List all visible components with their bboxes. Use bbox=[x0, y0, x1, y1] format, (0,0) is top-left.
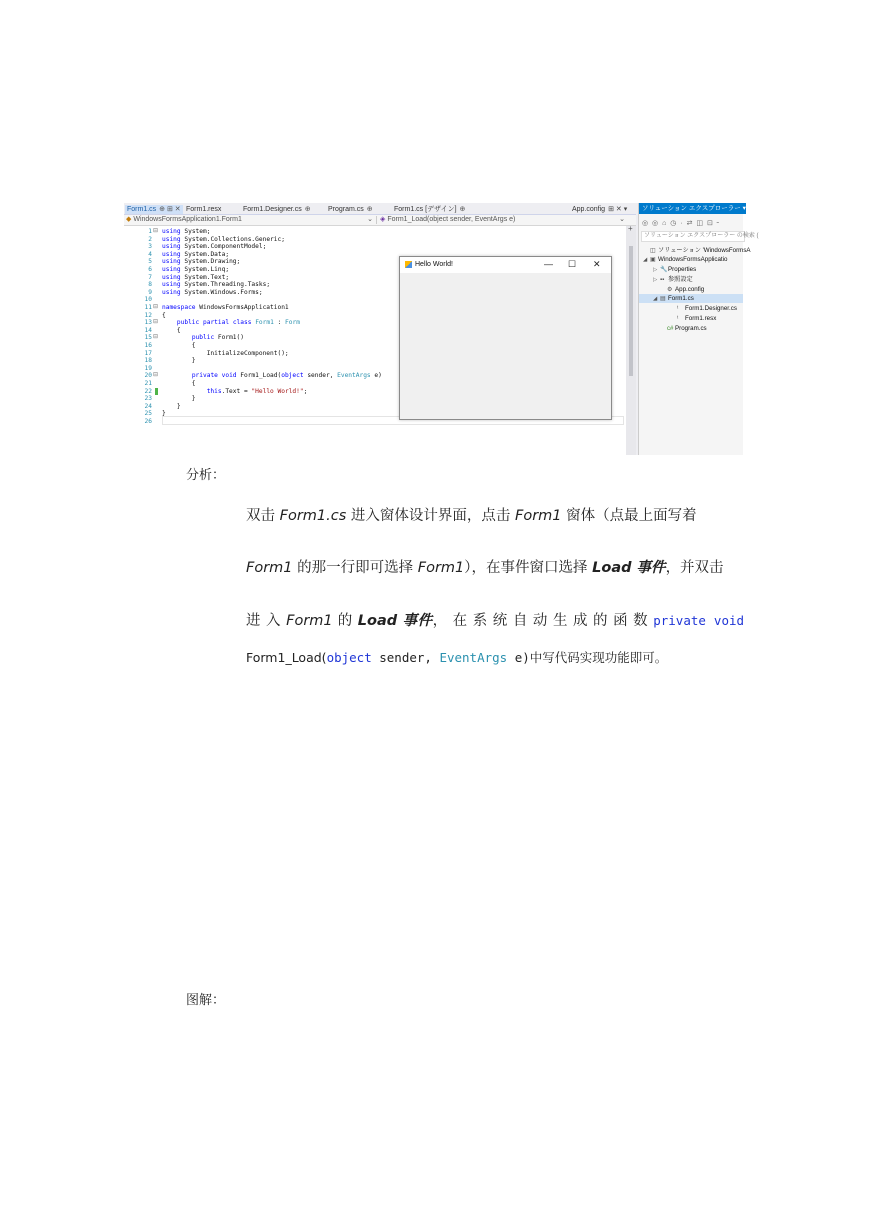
dropdown-icon[interactable]: ▾ bbox=[742, 205, 746, 212]
chevron-down-icon: ⌄ bbox=[619, 216, 625, 223]
line-number: 8 bbox=[148, 281, 152, 289]
line-number: 18 bbox=[144, 357, 152, 365]
project-icon: ▣ bbox=[650, 257, 656, 263]
collapse-icon[interactable]: ⊟ bbox=[153, 334, 159, 341]
line-number: 21 bbox=[144, 380, 152, 387]
tree-item-form1-designer[interactable]: ᵗ Form1.Designer.cs bbox=[677, 305, 737, 312]
collapse-icon[interactable]: ⊟ bbox=[153, 319, 159, 326]
paragraph-line-1: 双击 Form1.cs 进入窗体设计界面，点击 Form1 窗体（点最上面写着 bbox=[246, 508, 697, 524]
change-marker bbox=[155, 388, 158, 395]
maximize-icon[interactable]: ☐ bbox=[568, 259, 577, 269]
tab-form1-designer-cs[interactable]: Form1.Designer.cs ⊕ bbox=[243, 206, 311, 213]
form-title: Hello World! bbox=[415, 261, 453, 268]
solution-explorer-toolbar[interactable]: ◎ ◎ ⌂ ◷ · ⇄ ◫ ⊡ ╴ bbox=[642, 220, 722, 227]
line-number: 5 bbox=[148, 258, 152, 266]
minimize-icon[interactable]: — bbox=[544, 259, 553, 269]
wrench-icon: 🔧 bbox=[660, 267, 668, 273]
code-navigation-bar bbox=[124, 215, 636, 226]
solution-icon: ◫ bbox=[650, 248, 656, 254]
tree-item-project[interactable]: ◢ ▣ WindowsFormsApplicatio bbox=[643, 256, 728, 263]
tree-item-references[interactable]: ▷ ▪▪ 参照設定 bbox=[653, 276, 693, 283]
paragraph-line-3: 进 入 Form1 的 Load 事件， 在 系 统 自 动 生 成 的 函 数 private void bbox=[246, 613, 745, 629]
member-dropdown[interactable]: ◈ Form1_Load(object sender, EventArgs e) ⌄ bbox=[380, 216, 625, 223]
class-dropdown[interactable]: ◆ WindowsFormsApplication1.Form1 ⌄ bbox=[126, 216, 377, 224]
line-number: 6 bbox=[148, 266, 152, 273]
line-number: 15 bbox=[144, 334, 152, 342]
line-number: 17 bbox=[144, 349, 152, 357]
tab-app-config[interactable]: App.config ⊞ ✕ ▾ bbox=[572, 206, 628, 213]
collapse-icon[interactable]: ⊟ bbox=[153, 372, 159, 379]
line-number: 4 bbox=[148, 250, 152, 258]
editor-vertical-scrollbar[interactable] bbox=[626, 226, 636, 455]
ide-screenshot bbox=[124, 203, 759, 455]
close-icon[interactable]: ✕ bbox=[593, 259, 601, 269]
hello-world-form-window[interactable] bbox=[399, 256, 612, 420]
analysis-label: 分析： bbox=[186, 468, 226, 483]
form-icon: ▤ bbox=[660, 296, 666, 302]
line-number: 25 bbox=[144, 410, 152, 418]
line-number: 19 bbox=[144, 364, 152, 372]
solution-explorer-title: ソリューション エクスプローラー ▾ bbox=[639, 203, 746, 214]
tree-item-form1-cs[interactable]: ◢ ▤ Form1.cs bbox=[639, 294, 743, 303]
line-number: 12 bbox=[144, 311, 152, 319]
line-number: 20 bbox=[144, 372, 152, 380]
csharp-file-icon: ᵗ bbox=[677, 306, 679, 312]
split-icon[interactable]: + bbox=[628, 224, 633, 233]
line-number: 14 bbox=[144, 326, 152, 334]
line-number: 16 bbox=[144, 342, 152, 349]
tree-item-app-config[interactable]: ⚙ App.config bbox=[667, 286, 705, 293]
line-number: 23 bbox=[144, 395, 152, 403]
code-text: using System; using System.Collections.Generic; using System.ComponentModel; using System.Data; using System.Drawing; using System.Linq; using System.Text; using System.Threading.Tasks; using System.Windows.Forms; namespace WindowsFormsApplication1 { public partial class Form1 : Form { public Form1() { InitializeComponent(); } private void Form1_Load(object sender, EventArgs e) { this.Text = "Hello World!"; } } } bbox=[162, 226, 626, 455]
line-number: 24 bbox=[144, 402, 152, 410]
csharp-file-icon: c# bbox=[667, 326, 674, 332]
line-number: 26 bbox=[144, 418, 152, 425]
line-number: 9 bbox=[148, 288, 152, 296]
form-app-icon bbox=[405, 261, 412, 268]
line-number-gutter bbox=[124, 226, 162, 455]
collapse-icon[interactable]: ⊟ bbox=[153, 304, 159, 310]
tab-form1-resx[interactable]: Form1.resx bbox=[186, 206, 222, 213]
paragraph-line-2: Form1 的那一行即可选择 Form1），在事件窗口选择 Load 事件，并双击 bbox=[246, 560, 724, 576]
method-icon: ◈ bbox=[380, 216, 386, 223]
scrollbar-thumb[interactable] bbox=[629, 246, 633, 376]
line-number: 22 bbox=[144, 387, 152, 395]
class-icon: ◆ bbox=[126, 216, 132, 223]
illustration-label: 图解： bbox=[186, 993, 226, 1008]
solution-explorer-search[interactable]: ソリューション エクスプローラー の検索 ( bbox=[641, 231, 745, 242]
tree-item-solution[interactable]: ◫ ソリューション 'WindowsFormsA bbox=[650, 247, 751, 254]
references-icon: ▪▪ bbox=[660, 277, 665, 283]
chevron-down-icon: ⌄ bbox=[367, 216, 373, 223]
solution-explorer-panel bbox=[638, 203, 759, 455]
tab-form1-cs[interactable]: Form1.cs ⊕ ⊞ ✕ bbox=[127, 206, 181, 213]
code-editor[interactable] bbox=[124, 226, 626, 455]
tab-form1-design[interactable]: Form1.cs [デザイン] ⊕ bbox=[394, 206, 466, 213]
line-number: 1 bbox=[148, 228, 152, 235]
line-number: 7 bbox=[148, 273, 152, 281]
line-number: 10 bbox=[144, 296, 152, 304]
tree-item-form1-resx[interactable]: ᵗ Form1.resx bbox=[677, 315, 717, 322]
tree-item-program-cs[interactable]: c# Program.cs bbox=[667, 325, 707, 332]
line-number: 3 bbox=[148, 243, 152, 251]
config-icon: ⚙ bbox=[667, 287, 673, 293]
line-number: 2 bbox=[148, 235, 152, 243]
tree-item-properties[interactable]: ▷ 🔧Properties bbox=[653, 266, 697, 273]
collapse-icon[interactable]: ⊟ bbox=[153, 228, 159, 234]
resx-file-icon: ᵗ bbox=[677, 316, 679, 322]
form-title-bar[interactable] bbox=[400, 257, 611, 273]
line-number: 13 bbox=[144, 319, 152, 327]
line-number: 11 bbox=[144, 304, 152, 311]
paragraph-line-4: Form1_Load(object sender, EventArgs e)中写代码实现功能即可。 bbox=[246, 650, 668, 665]
tab-program-cs[interactable]: Program.cs ⊕ bbox=[328, 206, 373, 213]
document-tab-bar bbox=[124, 203, 636, 215]
